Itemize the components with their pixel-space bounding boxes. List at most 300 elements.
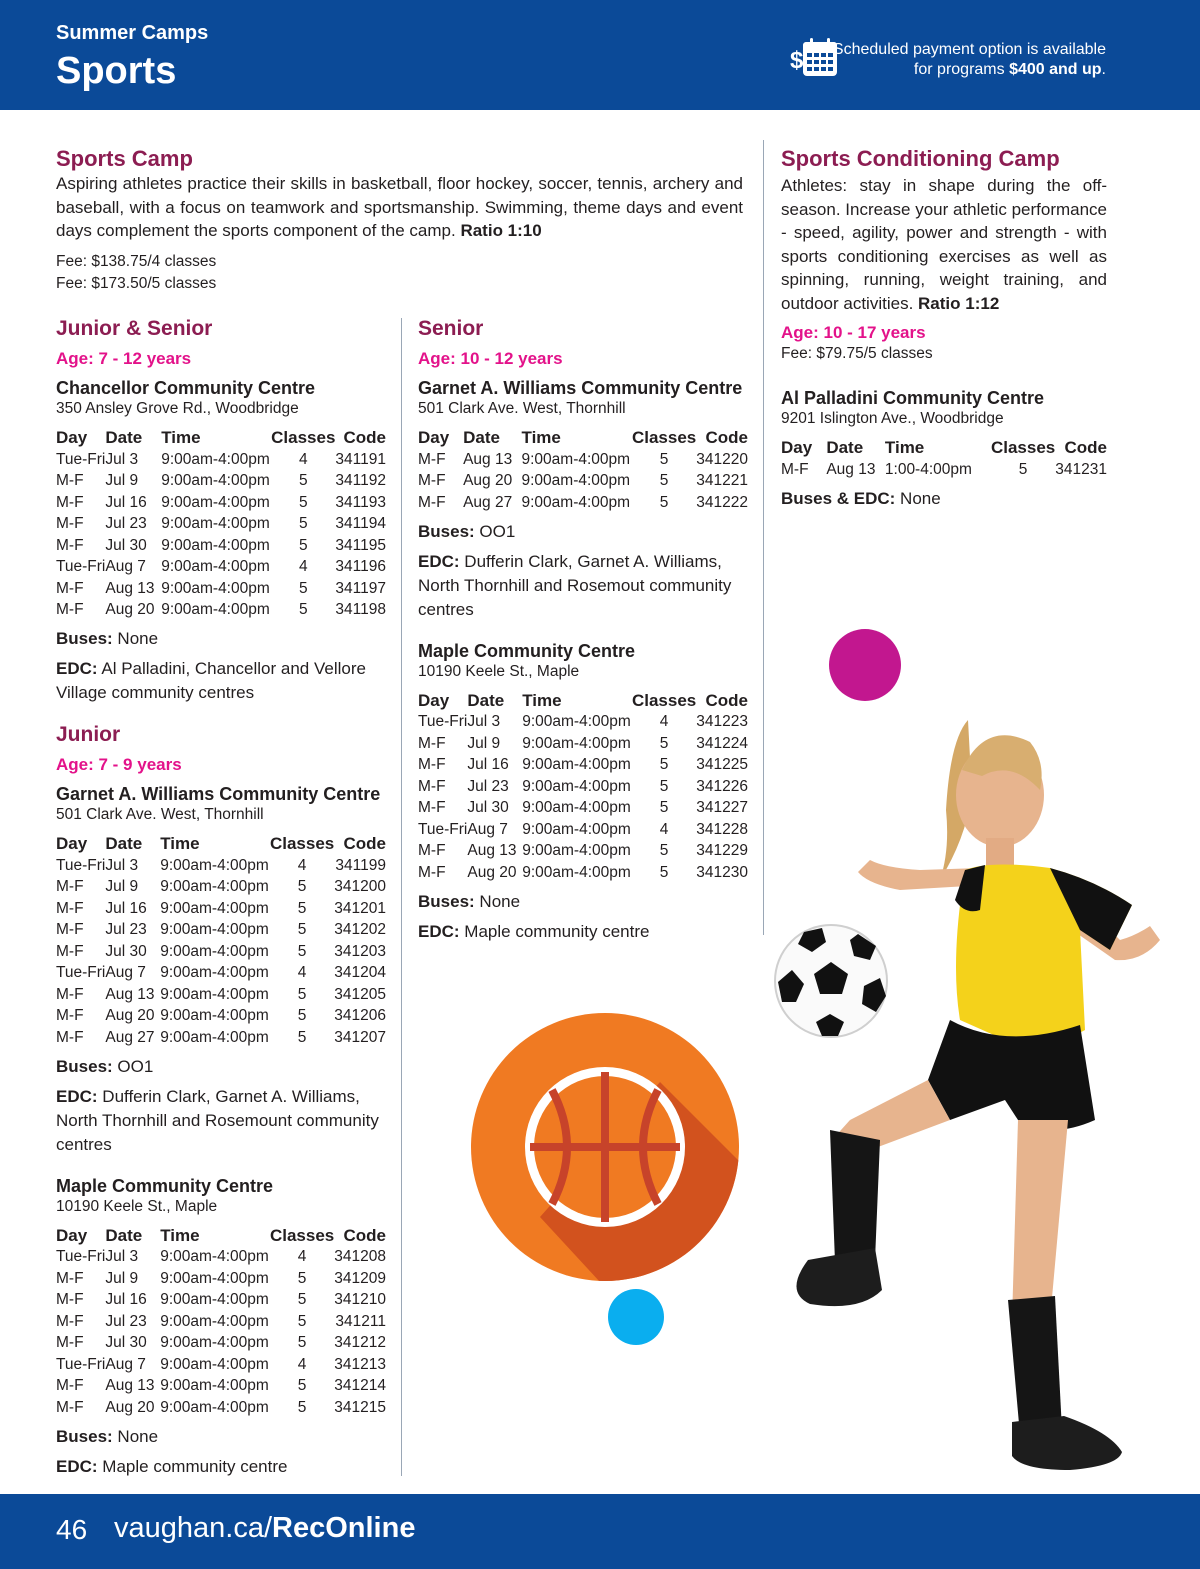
buses-info [56,1055,386,1079]
cell-classes: 5 [659,777,669,795]
location-address: 10190 Keele St., Maple [56,1197,218,1215]
cell-code: 341228 [696,820,748,838]
buses-label: Buses: [418,521,475,541]
location-address: 501 Clark Ave. West, Thornhill [418,400,626,417]
column-header-classes: Classes [990,438,1056,457]
cell-classes: 4 [659,713,669,731]
edc-value: Al Palladini, Chancellor and Vellore Village community centres [56,659,366,702]
cell-code: 341193 [335,493,386,511]
column-header-date: Date [105,834,143,853]
table-row [56,1311,386,1333]
cell-classes: 4 [659,820,669,838]
cell-code: 341196 [335,558,386,576]
sports-camp-title: Sports Camp [56,146,193,171]
magenta-dot [828,628,902,702]
cell-date: Jul 3 [105,856,139,874]
page-header [0,0,1200,110]
table-row [418,755,748,777]
payment-note-prefix: for programs [913,61,1010,78]
fee-5-classes: Fee: $173.50/5 classes [56,275,217,292]
column-header-time: Time [161,428,201,447]
cell-classes: 5 [298,601,308,619]
cell-code: 341221 [696,472,748,490]
cell-day: M-F [56,1291,84,1309]
cell-day: M-F [56,942,84,960]
cell-date: Jul 16 [105,493,147,511]
edc-value: Maple community centre [102,1456,288,1476]
cell-time: 9:00am-4:00pm [160,921,269,939]
cell-code: 341207 [334,1028,386,1046]
location-name: Garnet A. Williams Community Centre [56,784,381,804]
location-name: Maple Community Centre [418,640,636,661]
buses-value: OO1 [117,1056,154,1076]
cell-date: Jul 3 [105,1248,139,1266]
cell-date: Jul 9 [105,878,139,896]
cell-code: 341197 [335,579,386,597]
cell-day: M-F [56,921,84,939]
cell-time: 9:00am-4:00pm [160,899,269,917]
cell-day: M-F [56,985,84,1003]
cell-time: 9:00am-4:00pm [522,756,631,774]
buses-info [418,520,748,544]
cell-day: Tue-Fri [418,713,468,731]
schedule-table [781,437,1107,481]
table-row [56,449,386,471]
footer-url-link[interactable] [114,1512,415,1545]
cell-day: Tue-Fri [56,856,106,874]
cell-time: 9:00am-4:00pm [160,1398,269,1416]
cell-code: 341192 [335,472,386,490]
cell-time: 9:00am-4:00pm [160,964,269,982]
cell-day: M-F [418,756,446,774]
cell-day: M-F [56,579,84,597]
cell-time: 9:00am-4:00pm [161,601,270,619]
cell-date: Jul 23 [105,1312,147,1330]
senior-garnet-block [418,377,748,622]
cell-classes: 5 [297,1312,307,1330]
buses-edc-label: Buses & EDC: [781,488,896,508]
cell-date: Aug 13 [105,985,155,1003]
cell-day: M-F [56,493,84,511]
cell-classes: 5 [297,1028,307,1046]
schedule-table [56,427,386,621]
cell-time: 9:00am-4:00pm [160,1269,269,1287]
location-address: 501 Clark Ave. West, Thornhill [56,806,264,823]
cell-time: 9:00am-4:00pm [522,799,631,817]
conditioning-description-text: Athletes: stay in shape during the off-season. Increase your athletic performance - speed, agility, power and strength - with sports conditioning exercises as well as spinning, running, weight training, and outdoor activities. [781,176,1108,313]
cell-day: Tue-Fri [418,820,468,838]
cell-classes: 4 [298,450,308,468]
column-conditioning [781,146,1107,511]
table-row [56,600,386,622]
table-header-row [56,427,386,449]
edc-info [56,1455,386,1479]
cell-day: M-F [781,460,809,478]
table-row [56,535,386,557]
cell-date: Jul 9 [105,1269,139,1287]
table-row [56,1333,386,1355]
cyan-dot [607,1288,665,1346]
cell-day: Tue-Fri [56,964,106,982]
conditioning-fee: Fee: $79.75/5 classes [781,345,933,362]
cell-time: 9:00am-4:00pm [160,985,269,1003]
table-row [56,920,386,942]
table-row [56,492,386,514]
table-row [56,963,386,985]
cell-classes: 4 [297,964,307,982]
cell-classes: 5 [659,863,669,881]
table-row [56,1354,386,1376]
buses-value: OO1 [479,521,516,541]
column-header-day: Day [56,834,88,853]
cell-classes: 5 [659,799,669,817]
cell-date: Aug 13 [105,579,155,597]
cell-code: 341202 [334,921,386,939]
column-header-code: Code [705,428,748,447]
cell-code: 341195 [335,536,386,554]
sports-camp-ratio: Ratio 1:10 [460,221,542,240]
column-header-day: Day [56,1225,88,1245]
buses-value: None [117,1426,159,1446]
cell-classes: 5 [1018,460,1028,478]
page-number: 46 [56,1514,88,1545]
payment-note [786,40,1106,80]
cell-code: 341211 [335,1312,386,1330]
cell-classes: 5 [297,1007,307,1025]
buses-info [56,1425,386,1449]
cell-classes: 5 [659,756,669,774]
cell-day: Tue-Fri [56,1248,106,1266]
location-name: Maple Community Centre [56,1175,274,1196]
column-header-code: Code [705,690,748,710]
table-row [56,984,386,1006]
column-header-code: Code [343,1225,386,1245]
cell-date: Aug 13 [826,460,876,478]
cell-date: Aug 20 [105,1007,155,1025]
table-row [56,1290,386,1312]
cell-date: Jul 3 [467,713,501,731]
cell-classes: 5 [297,1377,307,1395]
buses-label: Buses: [418,891,475,911]
edc-value: Maple community centre [464,921,650,941]
cell-classes: 5 [297,1398,307,1416]
cell-date: Aug 20 [463,472,513,490]
junior-senior-age: Age: 7 - 12 years [56,349,192,368]
junior-age: Age: 7 - 9 years [56,755,182,774]
cell-classes: 4 [298,558,308,576]
cell-day: Tue-Fri [56,450,106,468]
cell-day: M-F [56,1398,84,1416]
cell-code: 341199 [335,856,386,874]
junior-senior-heading: Junior & Senior [56,317,213,340]
cell-date: Aug 7 [105,964,146,982]
cell-classes: 5 [297,942,307,960]
table-row [418,798,748,820]
cell-classes: 5 [298,579,308,597]
cell-classes: 5 [297,921,307,939]
table-row [418,862,748,884]
cell-code: 341225 [696,756,748,774]
cell-date: Aug 27 [105,1028,155,1046]
cell-day: Tue-Fri [56,1355,106,1373]
payment-note-amount: $400 and up [1009,61,1102,78]
cell-time: 9:00am-4:00pm [161,536,270,554]
table-row [56,941,386,963]
cell-code: 341215 [334,1398,386,1416]
cell-date: Jul 3 [105,450,139,468]
column-header-time: Time [522,690,562,710]
svg-text:$: $ [790,47,804,74]
cell-time: 9:00am-4:00pm [160,1312,269,1330]
sports-camp-description [56,172,743,243]
footer-url-path: RecOnline [272,1512,416,1544]
table-row [56,1006,386,1028]
cell-code: 341231 [1055,460,1107,478]
conditioning-ratio: Ratio 1:12 [918,293,1000,313]
cell-time: 1:00-4:00pm [884,460,972,478]
schedule-table [56,833,386,1049]
cell-classes: 4 [297,1248,307,1266]
buses-label: Buses: [56,629,113,648]
cell-day: M-F [56,1334,84,1352]
cell-time: 9:00am-4:00pm [161,515,270,533]
cell-code: 341227 [696,799,748,817]
cell-date: Aug 7 [105,1355,146,1373]
cell-date: Jul 9 [467,734,501,752]
fee-4-classes: Fee: $138.75/4 classes [56,253,217,270]
cell-date: Aug 13 [463,450,513,468]
cell-classes: 5 [297,878,307,896]
edc-label: EDC: [56,659,98,678]
cell-date: Jul 23 [105,921,147,939]
cell-classes: 4 [297,856,307,874]
payment-note-line2 [786,60,1106,80]
schedule-table [56,1225,386,1419]
cell-code: 341203 [334,942,386,960]
cell-time: 9:00am-4:00pm [522,713,631,731]
edc-label: EDC: [56,1086,98,1106]
cell-date: Aug 20 [105,601,155,619]
cell-time: 9:00am-4:00pm [521,493,631,511]
location-address: 350 Ansley Grove Rd., Woodbridge [56,400,299,417]
column-header-classes: Classes [271,428,336,447]
cell-time: 9:00am-4:00pm [522,863,631,881]
table-row [56,578,386,600]
cell-day: M-F [56,878,84,896]
table-header-row [418,427,748,449]
table-row [56,898,386,920]
section-subtitle: Summer Camps [56,22,209,44]
cell-time: 9:00am-4:00pm [522,777,631,795]
column-header-time: Time [160,1225,200,1245]
column-header-date: Date [105,1225,143,1245]
cell-day: M-F [418,863,446,881]
column-header-code: Code [1064,438,1107,457]
page-title: Sports [56,50,177,92]
cell-code: 341205 [334,985,386,1003]
cell-classes: 5 [298,515,308,533]
cell-classes: 5 [297,1291,307,1309]
buses-label: Buses: [56,1056,113,1076]
sports-camp-description-text: Aspiring athletes practice their skills in basketball, floor hockey, soccer, tennis, archery and baseball, with a focus on teamwork and sportsmanship. Swimming, theme days and event days complement the sports component of the camp. [56,174,743,240]
cell-day: M-F [418,842,446,860]
edc-label: EDC: [418,921,460,941]
senior-heading: Senior [418,317,484,340]
cell-day: M-F [56,601,84,619]
cell-day: M-F [418,493,446,511]
cell-day: M-F [56,1007,84,1025]
senior-maple-block [418,640,748,944]
cell-classes: 5 [297,899,307,917]
cell-time: 9:00am-4:00pm [160,856,269,874]
cell-time: 9:00am-4:00pm [160,1007,269,1025]
cell-time: 9:00am-4:00pm [160,1248,269,1266]
payment-note-suffix: . [1101,61,1106,78]
buses-edc-value: None [900,488,941,508]
column-header-time: Time [521,428,561,447]
buses-label: Buses: [56,1426,113,1446]
cell-date: Jul 16 [105,1291,147,1309]
payment-note-line1: Scheduled payment option is available [832,41,1106,58]
cell-date: Jul 30 [105,942,147,960]
table-header-row [781,437,1107,459]
table-row [418,712,748,734]
cell-code: 341204 [334,964,386,982]
cell-classes: 5 [659,734,669,752]
cell-time: 9:00am-4:00pm [160,1334,269,1352]
table-row [56,1027,386,1049]
cell-classes: 5 [297,1269,307,1287]
cell-code: 341198 [335,601,386,619]
cell-time: 9:00am-4:00pm [521,450,631,468]
cell-classes: 5 [297,985,307,1003]
cell-time: 9:00am-4:00pm [521,472,631,490]
cell-date: Jul 23 [467,777,509,795]
cell-day: Tue-Fri [56,558,106,576]
table-row [418,841,748,863]
cell-code: 341230 [696,863,748,881]
cell-code: 341206 [334,1007,386,1025]
conditioning-description [781,174,1107,315]
column-divider [401,318,402,1476]
cell-date: Jul 30 [105,536,147,554]
cell-code: 341220 [696,450,748,468]
cell-code: 341200 [334,878,386,896]
cell-code: 341194 [335,515,386,533]
cell-date: Jul 9 [105,472,139,490]
cell-time: 9:00am-4:00pm [160,878,269,896]
cell-day: M-F [56,1269,84,1287]
cell-day: M-F [56,536,84,554]
location-address: 10190 Keele St., Maple [418,662,580,680]
cell-classes: 4 [297,1355,307,1373]
column-senior [418,317,748,962]
edc-label: EDC: [418,551,460,571]
edc-label: EDC: [56,1456,98,1476]
cell-date: Aug 13 [105,1377,155,1395]
cell-time: 9:00am-4:00pm [160,942,269,960]
edc-info [56,1085,386,1157]
table-header-row [56,833,386,855]
cell-time: 9:00am-4:00pm [160,1355,269,1373]
cell-time: 9:00am-4:00pm [160,1377,269,1395]
cell-day: M-F [56,1028,84,1046]
column-header-classes: Classes [269,1225,335,1245]
soccer-player-girl-image [750,700,1180,1490]
edc-info [418,920,748,944]
cell-classes: 5 [297,1334,307,1352]
column-header-code: Code [343,834,386,853]
sports-camp-fees [56,251,216,295]
schedule-table [418,427,748,514]
table-row [56,557,386,579]
cell-day: M-F [418,472,446,490]
senior-age: Age: 10 - 12 years [418,349,563,368]
cell-classes: 5 [659,472,669,490]
location-name: Garnet A. Williams Community Centre [418,378,743,398]
table-row [56,1376,386,1398]
cell-day: M-F [56,515,84,533]
cell-code: 341213 [334,1355,386,1373]
column-header-time: Time [160,834,200,853]
cell-day: M-F [56,472,84,490]
cell-time: 9:00am-4:00pm [161,493,270,511]
column-header-time: Time [884,438,925,457]
junior-heading: Junior [56,723,121,746]
cell-day: M-F [418,799,446,817]
cell-date: Aug 7 [105,558,146,576]
cell-code: 341201 [334,899,386,917]
cell-date: Aug 20 [105,1398,155,1416]
edc-value: Dufferin Clark, Garnet A. Williams, North Thornhill and Rosemout community centres [418,551,732,619]
cell-day: M-F [418,734,446,752]
cell-time: 9:00am-4:00pm [160,1291,269,1309]
column-header-day: Day [418,690,450,710]
column-header-classes: Classes [631,690,697,710]
cell-time: 9:00am-4:00pm [161,558,270,576]
buses-edc-info [781,487,1107,511]
table-row [56,855,386,877]
conditioning-age: Age: 10 - 17 years [781,323,926,342]
location-name: Chancellor Community Centre [56,378,316,398]
column-header-classes: Classes [269,834,335,853]
edc-info [418,550,748,622]
cell-classes: 5 [298,536,308,554]
table-row [56,877,386,899]
chancellor-block [56,377,386,705]
cell-code: 341208 [334,1248,386,1266]
cell-time: 9:00am-4:00pm [161,472,270,490]
table-row [56,471,386,493]
schedule-table [418,690,748,884]
column-header-day: Day [418,428,450,447]
table-row [418,471,748,493]
column-header-date: Date [463,428,500,447]
cell-date: Jul 16 [467,756,509,774]
cell-time: 9:00am-4:00pm [522,842,631,860]
cell-code: 341223 [696,713,748,731]
table-row [418,492,748,514]
table-row [56,1247,386,1269]
cell-day: M-F [56,1312,84,1330]
cell-date: Jul 30 [467,799,509,817]
buses-value: None [479,891,521,911]
junior-maple-block [56,1175,386,1479]
cell-code: 341229 [696,842,748,860]
cell-classes: 5 [298,472,308,490]
cell-date: Aug 13 [467,842,517,860]
table-row [418,819,748,841]
